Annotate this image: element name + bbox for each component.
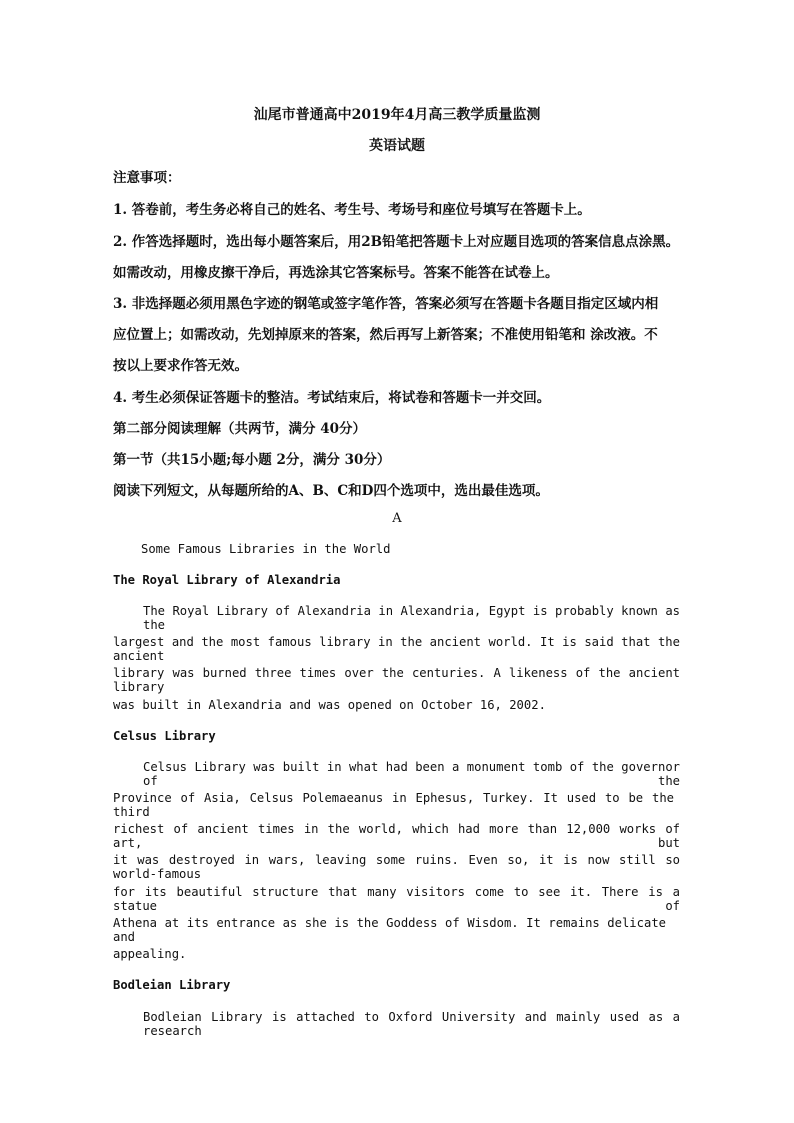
paragraph-line: Celsus Library was built in what had been a monument tomb of the governor of the xyxy=(143,760,680,788)
note-line: 按以上要求作答无效。 xyxy=(113,358,248,374)
note-line: 3. 非选择题必须用黑色字迹的钢笔或签字笔作答，答案必须写在答题卡各题目指定区域内相 xyxy=(113,296,659,312)
passage-letter: A xyxy=(392,511,402,526)
paragraph-line: for its beautiful structure that many visitors come to see it. There is a statue of xyxy=(113,885,680,913)
library-heading: Bodleian Library xyxy=(113,978,231,992)
part-heading: 第二部分阅读理解（共两节，满分 40分） xyxy=(113,421,366,437)
section-heading: 第一节（共15小题;每小题 2分，满分 30分） xyxy=(113,452,391,468)
section-instruction: 阅读下列短文，从每题所给的A、B、C和D四个选项中，选出最佳选项。 xyxy=(113,483,549,499)
paragraph-line: library was burned three times over the centuries. A likeness of the ancient library xyxy=(113,666,680,694)
library-heading: The Royal Library of Alexandria xyxy=(113,573,341,587)
notes-heading: 注意事项： xyxy=(113,170,181,186)
paragraph-line: was built in Alexandria and was opened on October 16, 2002. xyxy=(113,698,546,712)
note-line: 应位置上；如需改动，先划掉原来的答案，然后再写上新答案；不准使用铅笔和 涂改液。不 xyxy=(113,327,658,343)
exam-subtitle: 英语试题 xyxy=(369,138,425,154)
paragraph-line: Athena at its entrance as she is the Goddess of Wisdom. It remains delicate and xyxy=(113,916,666,944)
paragraph-line: Province of Asia, Celsus Polemaeanus in Ephesus, Turkey. It used to be the third xyxy=(113,791,674,819)
passage-title: Some Famous Libraries in the World xyxy=(141,542,391,556)
paragraph-line: it was destroyed in wars, leaving some ruins. Even so, it is now still so world-famous xyxy=(113,853,680,881)
note-line: 如需改动，用橡皮擦干净后，再选涂其它答案标号。答案不能答在试卷上。 xyxy=(113,265,559,281)
paragraph-line: largest and the most famous library in the ancient world. It is said that the ancient xyxy=(113,635,680,663)
note-line: 4. 考生必须保证答题卡的整洁。考试结束后，将试卷和答题卡一并交回。 xyxy=(113,390,551,406)
paragraph-line: richest of ancient times in the world, which had more than 12,000 works of art, but xyxy=(113,822,680,850)
library-heading: Celsus Library xyxy=(113,729,216,743)
note-line: 1. 答卷前，考生务必将自己的姓名、考生号、考场号和座位号填写在答题卡上。 xyxy=(113,202,591,218)
paragraph-line: Bodleian Library is attached to Oxford University and mainly used as a research xyxy=(143,1010,680,1038)
paragraph-line: appealing. xyxy=(113,947,187,961)
paragraph-line: The Royal Library of Alexandria in Alexandria, Egypt is probably known as the xyxy=(143,604,680,632)
exam-title: 汕尾市普通高中2019年4月高三教学质量监测 xyxy=(253,107,541,123)
note-line: 2. 作答选择题时，选出每小题答案后，用2B铅笔把答题卡上对应题目选项的答案信息点涂黑。 xyxy=(113,234,680,250)
